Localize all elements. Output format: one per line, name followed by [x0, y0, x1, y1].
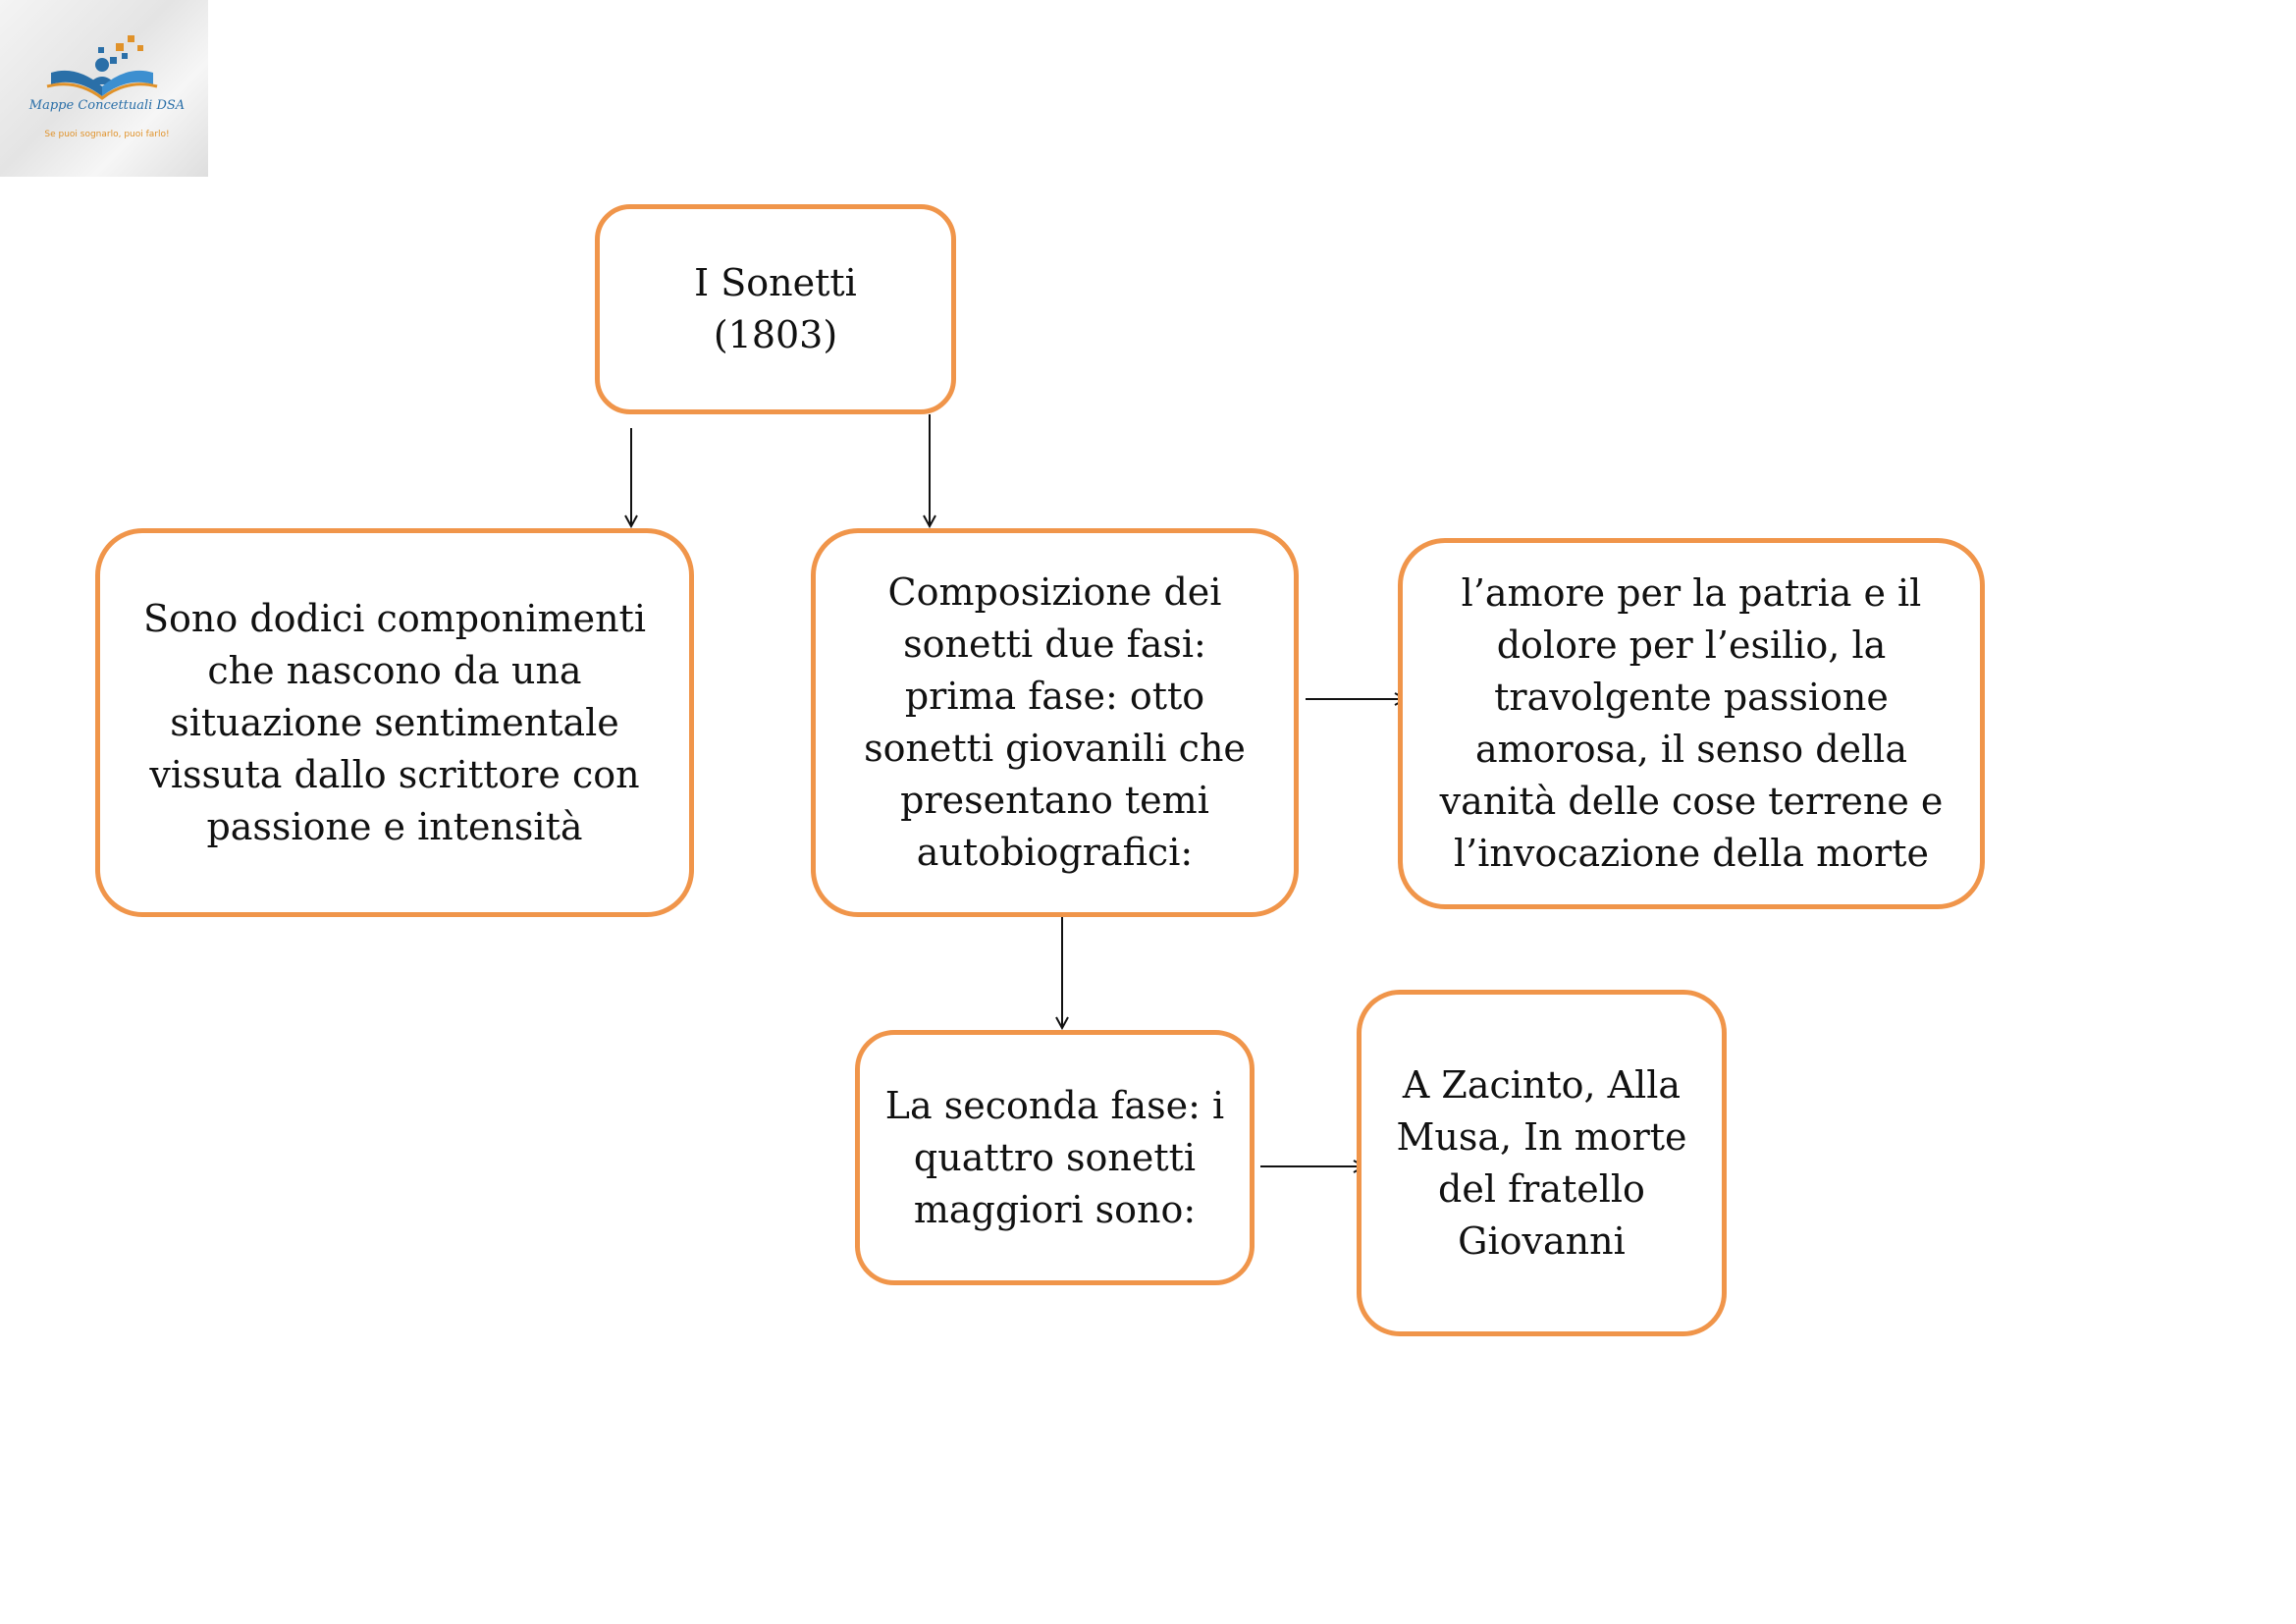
node-text: [143, 593, 646, 853]
node-line: quattro sonetti: [913, 1135, 1197, 1179]
node-line: autobiografici:: [916, 831, 1194, 874]
node-line: situazione sentimentale: [170, 700, 619, 744]
node-line: maggiori sono:: [913, 1187, 1197, 1231]
node-line: Giovanni: [1458, 1218, 1626, 1263]
node-line: vanità delle cose terrene e: [1439, 780, 1944, 823]
node-line: travolgente passione: [1494, 676, 1889, 719]
node-line: presentano temi: [900, 779, 1209, 822]
node-line: A Zacinto, Alla: [1402, 1062, 1682, 1107]
node-line: l’amore per la patria e il: [1461, 571, 1922, 615]
node-line: vissuta dallo scrittore con: [149, 752, 640, 796]
node-line: (1803): [713, 313, 838, 356]
node-text: [885, 1080, 1224, 1236]
logo-title: Mappe Concettuali DSA: [28, 98, 186, 113]
node-line: sonetti giovanili che: [864, 727, 1246, 770]
node-seconda-fase: [855, 1030, 1255, 1285]
node-sonetti-maggiori: [1357, 990, 1727, 1336]
node-line: che nascono da una: [207, 648, 582, 692]
node-line: Composizione dei: [887, 570, 1222, 614]
node-line: I Sonetti: [694, 261, 857, 304]
node-line: prima fase: otto: [904, 675, 1205, 718]
node-line: l’invocazione della morte: [1454, 832, 1929, 875]
node-line: sonetti due fasi:: [903, 623, 1206, 666]
logo-tagline: Se puoi sognarlo, puoi farlo!: [44, 130, 170, 139]
node-temi: [1398, 538, 1985, 909]
node-text: [694, 257, 857, 361]
node-line: Musa, In morte: [1396, 1114, 1687, 1159]
node-composizione: [811, 528, 1299, 917]
node-text: [1396, 1059, 1686, 1268]
node-text: [1440, 568, 1944, 880]
node-line: passione e intensità: [206, 804, 583, 848]
node-line: La seconda fase: i: [884, 1083, 1225, 1127]
node-i-sonetti: [595, 204, 956, 414]
node-dodici-componimenti: [95, 528, 694, 917]
node-text: [864, 567, 1246, 879]
node-line: del fratello: [1438, 1166, 1645, 1211]
node-line: amorosa, il senso della: [1474, 728, 1907, 771]
node-line: Sono dodici componimenti: [143, 596, 646, 640]
node-line: dolore per l’esilio, la: [1496, 623, 1887, 667]
